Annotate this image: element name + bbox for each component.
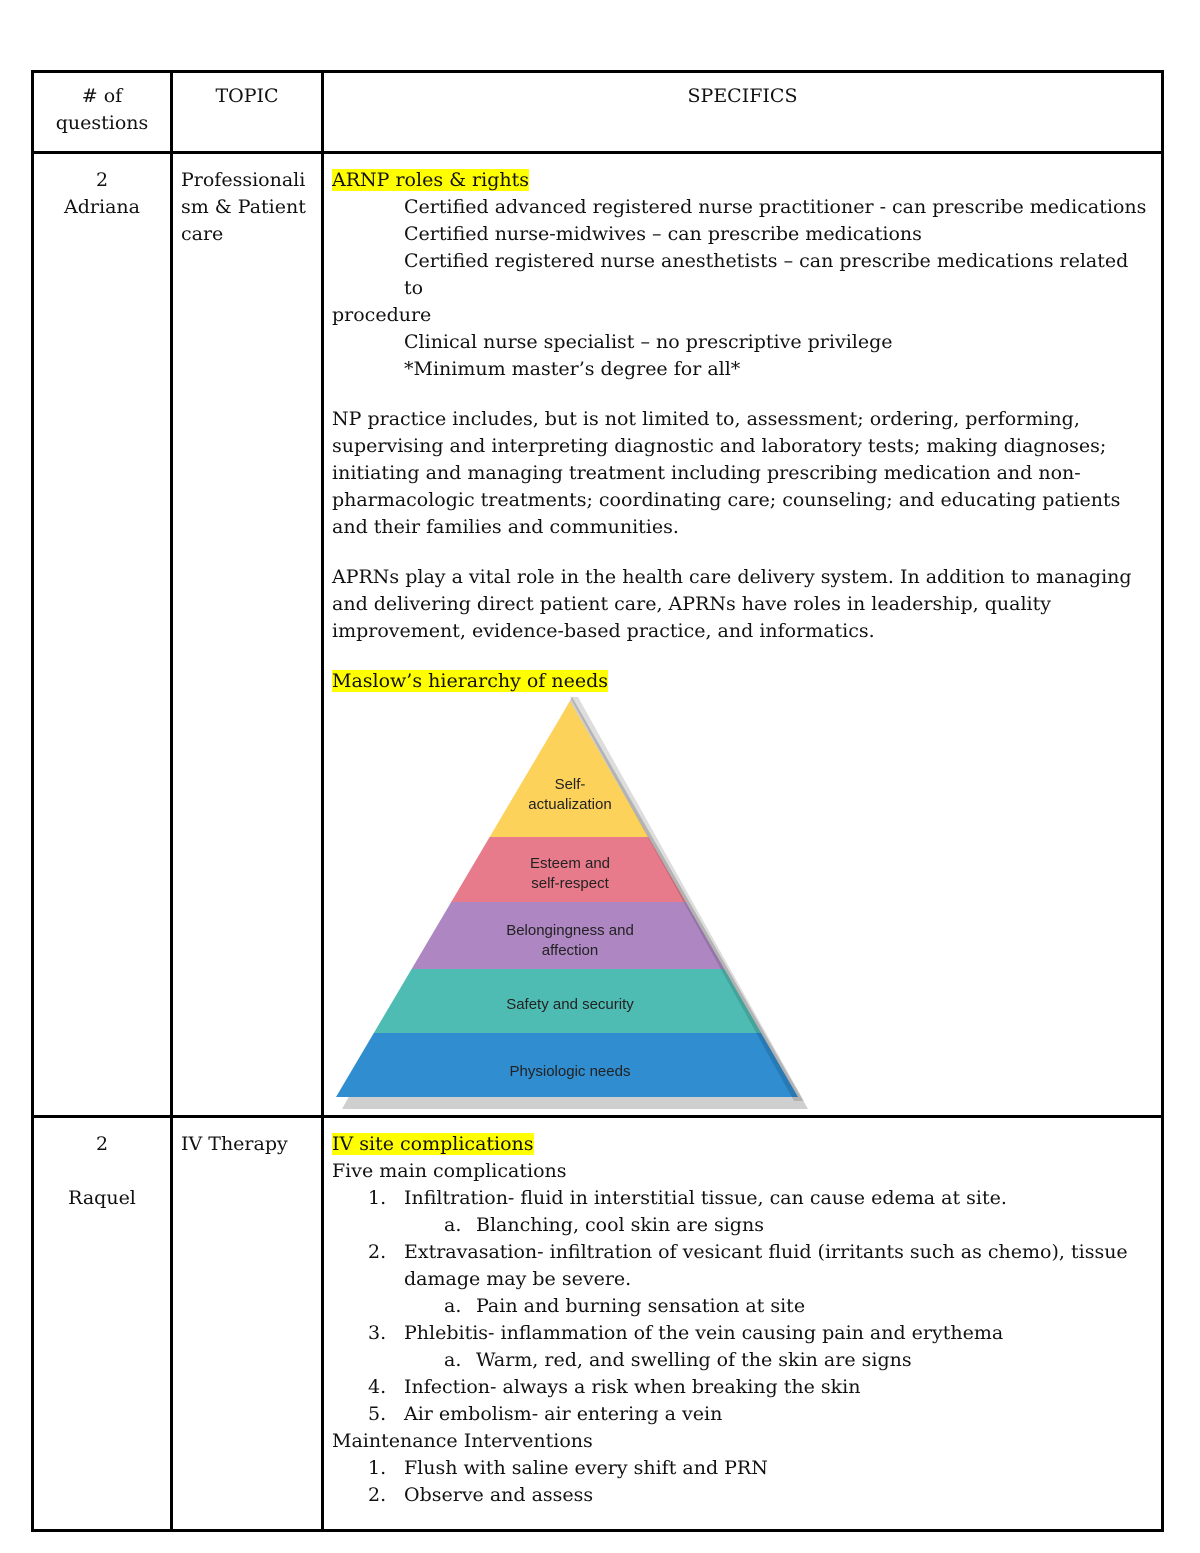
pyramid-label: actualization <box>528 796 612 813</box>
list-item: 1. Infiltration- fluid in interstitial tissue, can cause edema at site. a. Blanching, cool skin are signs <box>404 1185 1151 1239</box>
pyramid-label: Self- <box>554 776 586 793</box>
pyramid-label: Physiologic needs <box>509 1063 631 1080</box>
arnp-line: procedure <box>332 304 432 326</box>
list-item: 4. Infection- always a risk when breaking the skin <box>368 1376 861 1398</box>
pyramid-label: Safety and security <box>506 996 634 1013</box>
header-specifics: SPECIFICS <box>323 72 1163 153</box>
topic-text: Professionalism & Patient care <box>181 169 306 245</box>
section-heading-arnp: ARNP roles & rights <box>332 169 530 191</box>
question-count-cell <box>33 1117 172 1531</box>
presenter-name: Adriana <box>64 196 140 218</box>
complications-list <box>332 1185 1151 1428</box>
pyramid-label: self-respect <box>531 875 609 892</box>
pyramid-label: Belongingness and <box>506 922 634 939</box>
aprn-roles-paragraph: APRNs play a vital role in the health care delivery system. In addition to managing and delivering direct patient care, APRNs have roles in leadership, quality improvement, evidence-based practice, and informatics. <box>332 566 1132 642</box>
arnp-line: Certified registered nurse anesthetists – can prescribe medications related to <box>404 250 1129 299</box>
topic-text: IV Therapy <box>181 1133 288 1155</box>
table-row <box>33 153 1163 1117</box>
header-topic: TOPIC <box>172 72 323 153</box>
arnp-line: Certified advanced registered nurse practitioner - can prescribe medications <box>404 196 1147 218</box>
maintenance-list <box>332 1455 1151 1509</box>
pyramid-label: Esteem and <box>529 855 611 872</box>
list-subitem: a. Pain and burning sensation at site <box>444 1295 806 1317</box>
maintenance-heading: Maintenance Interventions <box>332 1430 593 1452</box>
question-count: 2 <box>95 169 109 191</box>
arnp-line: *Minimum master’s degree for all* <box>404 358 741 380</box>
list-subitem: a. Blanching, cool skin are signs <box>444 1214 764 1236</box>
np-practice-paragraph: NP practice includes, but is not limited to, assessment; ordering, performing, supervising and interpreting diagnostic and laboratory tests; making diagnoses; initiating and managing treatment including prescribing medication and non-pharmacologic treatments; coordinating care; counseling; and educating patients and their families and communities. <box>332 408 1121 538</box>
pyramid-level-self-actualization <box>490 701 649 837</box>
arnp-line: Certified nurse-midwives – can prescribe medications <box>404 223 922 245</box>
question-count: 2 <box>95 1133 109 1155</box>
topic-cell <box>172 1117 323 1531</box>
topic-cell <box>172 153 323 1117</box>
header-row <box>33 72 1163 153</box>
presenter-name: Raquel <box>68 1187 136 1209</box>
list-subitem: a. Warm, red, and swelling of the skin are signs <box>444 1349 912 1371</box>
list-item: 1. Flush with saline every shift and PRN <box>368 1457 768 1479</box>
pyramid-label: affection <box>541 942 599 959</box>
complications-subheading: Five main complications <box>332 1160 567 1182</box>
list-item: 2. Extravasation- infiltration of vesicant fluid (irritants such as chemo), tissue damage may be severe. a. Pain and burning sensation at site <box>404 1239 1151 1320</box>
arnp-line: Clinical nurse specialist – no prescriptive privilege <box>404 331 893 353</box>
study-guide-table <box>31 70 1164 1532</box>
header-count: # of questions <box>33 72 172 153</box>
section-heading-iv: IV site complications <box>332 1133 534 1155</box>
list-item: 3. Phlebitis- inflammation of the vein causing pain and erythema a. Warm, red, and swelling of the skin are signs <box>404 1320 1151 1374</box>
maslow-pyramid-figure <box>332 697 812 1115</box>
specifics-cell <box>323 1117 1163 1531</box>
specifics-cell <box>323 153 1163 1117</box>
section-heading-maslow: Maslow’s hierarchy of needs <box>332 670 608 692</box>
question-count-cell <box>33 153 172 1117</box>
list-item: 5. Air embolism- air entering a vein <box>368 1403 723 1425</box>
list-item: 2. Observe and assess <box>368 1484 594 1506</box>
table-row <box>33 1117 1163 1531</box>
